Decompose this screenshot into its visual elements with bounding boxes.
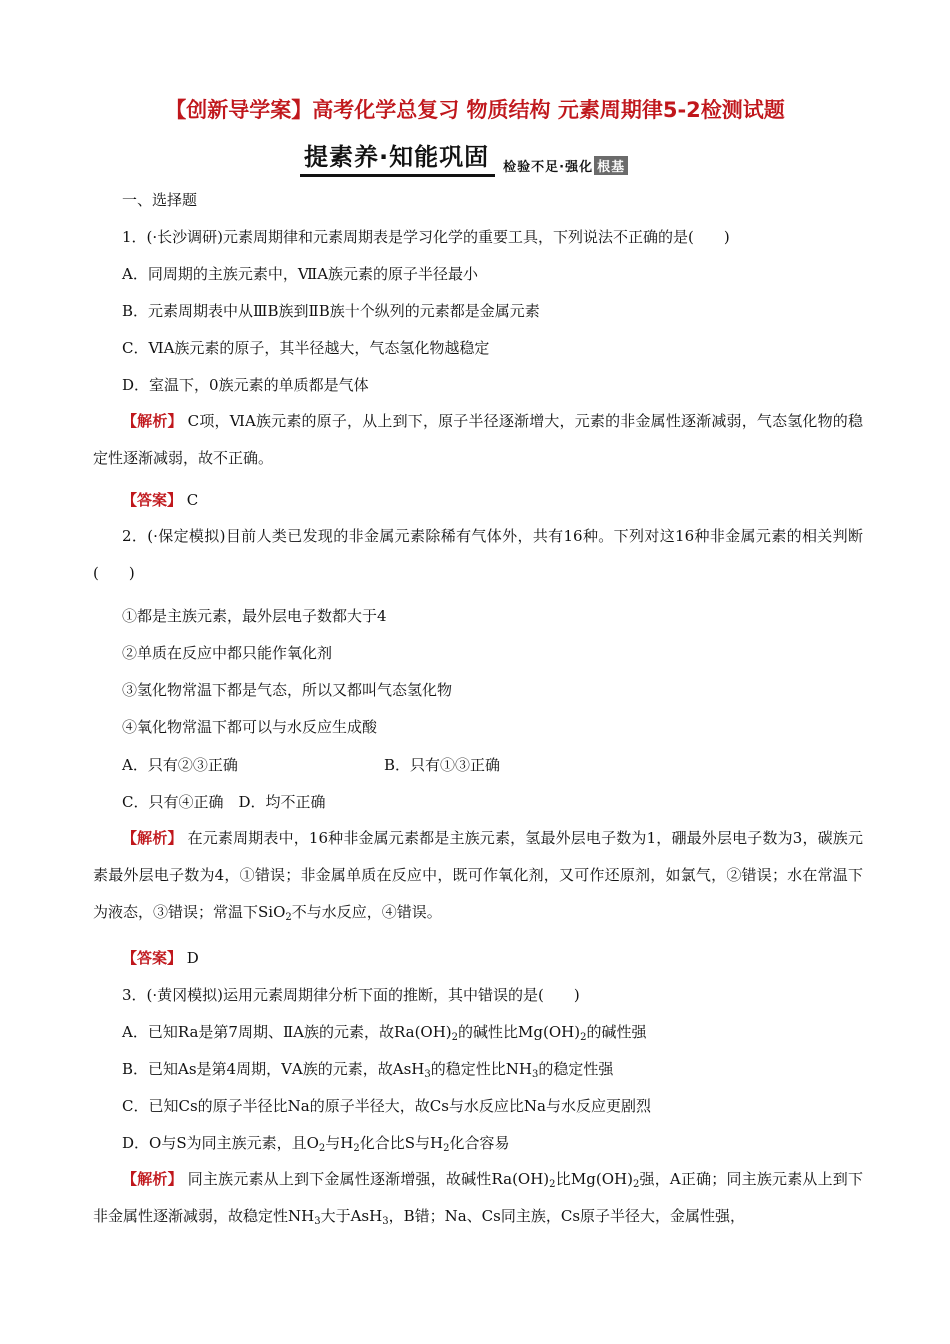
q3-analysis-sub-1: 2 [549, 1179, 556, 1190]
q2-options-ab [122, 755, 622, 775]
q3-option-a-text-2: 的碱性比Mg(OH) [458, 1023, 581, 1041]
q3-option-a [122, 1022, 646, 1042]
banner-sub-label: 检验不足·强化 [503, 160, 594, 175]
q2-stem: 2．(·保定模拟)目前人类已发现的非金属元素除稀有气体外，共有16种。下列对这16种非金属元素的相关判断( ) [93, 527, 863, 582]
q2-analysis-label: 【解析】 [122, 829, 183, 847]
q1-option-a: A．同周期的主族元素中，ⅦA族元素的原子半径最小 [122, 265, 479, 283]
q2-analysis-text-1: 在元素周期表中，16种非金属元素都是主族元素，氢最外层电子数为1，硼最外层电子数为3，碳族元素最外层电子数为4，①错误；非金属单质在反应中，既可作氧化剂，又可作还原剂，如氯气，②错误；水在常温下为液态，③错误；常温下SiO [93, 829, 863, 921]
q3-analysis-text-3: 强，A正确；同主族元素从上到下非金属性逐渐减弱，故稳定性NH [93, 1170, 863, 1225]
section-banner [300, 143, 628, 177]
q1-option-c: C．ⅥA族元素的原子，其半径越大，气态氢化物越稳定 [122, 339, 490, 357]
q2-analysis-text-2: 不与水反应，④错误。 [291, 903, 442, 921]
section-heading: 一、选择题 [122, 191, 198, 209]
q3-option-d-sub-3: 2 [443, 1143, 450, 1154]
q3-analysis [93, 1161, 863, 1235]
q1-option-b: B．元素周期表中从ⅢB族到ⅡB族十个纵列的元素都是金属元素 [122, 302, 540, 320]
q3-option-d-text-4: 化合容易 [449, 1134, 510, 1152]
banner-sub-text [503, 156, 628, 175]
q2-option-a: A．只有②③正确 [122, 756, 238, 774]
q2-statement-4: ④氧化物常温下都可以与水反应生成酸 [122, 718, 378, 736]
q3-option-c: C．已知Cs的原子半径比Na的原子半径大，故Cs与水反应比Na与水反应更剧烈 [122, 1097, 651, 1115]
q2-options-cd: C．只有④正确 D．均不正确 [122, 793, 326, 811]
q2-answer-value: D [186, 949, 199, 967]
q1-answer-label: 【答案】 [122, 491, 183, 509]
q1-option-d: D．室温下，0族元素的单质都是气体 [122, 376, 369, 394]
q3-analysis-sub-4: 3 [382, 1216, 389, 1227]
q3-option-d-sub-2: 2 [353, 1143, 360, 1154]
q3-option-b-sub-1: 3 [424, 1069, 431, 1080]
title-text: 高考化学总复习 物质结构 元素周期律5-2检测试题 [312, 98, 785, 122]
q2-answer [122, 948, 199, 968]
q3-option-a-sub-2: 2 [580, 1032, 587, 1043]
q3-analysis-sub-3: 3 [314, 1216, 321, 1227]
q3-analysis-text-2: 比Mg(OH) [555, 1170, 633, 1188]
q3-stem: 3．(·黄冈模拟)运用元素周期律分析下面的推断，其中错误的是( ) [122, 986, 580, 1004]
q3-option-a-text-1: A．已知Ra是第7周期、ⅡA族的元素，故Ra(OH) [122, 1023, 452, 1041]
q1-stem: 1．(·长沙调研)元素周期律和元素周期表是学习化学的重要工具，下列说法不正确的是( ) [122, 228, 730, 246]
q2-analysis-sub: 2 [285, 912, 292, 923]
q2-statement-2: ②单质在反应中都只能作氧化剂 [122, 644, 333, 662]
q2-analysis [93, 820, 863, 931]
q3-option-d [122, 1133, 510, 1153]
q2-answer-label: 【答案】 [122, 949, 183, 967]
q3-option-d-text-2: 与H [325, 1134, 354, 1152]
q3-option-b-text-3: 的稳定性强 [538, 1060, 614, 1078]
q3-option-b [122, 1059, 613, 1079]
banner-tag: 根基 [594, 156, 628, 175]
q1-analysis [93, 403, 863, 477]
q3-analysis-text-4: 大于AsH [320, 1207, 383, 1225]
banner-main-text: 提素养·知能巩固 [300, 142, 495, 177]
q3-analysis-label: 【解析】 [122, 1170, 183, 1188]
q3-analysis-text-5: ，B错；Na、Cs同主族，Cs原子半径大，金属性强， [388, 1207, 746, 1225]
title-bracket: 【创新导学案】 [165, 98, 313, 122]
q3-analysis-text-1: 同主族元素从上到下金属性逐渐增强，故碱性Ra(OH) [187, 1170, 550, 1188]
document-title [0, 94, 950, 124]
q3-option-a-text-3: 的碱性强 [586, 1023, 647, 1041]
q1-answer-value: C [186, 491, 199, 509]
q2-statement-1: ①都是主族元素，最外层电子数都大于4 [122, 607, 387, 625]
q3-option-d-text-3: 化合比S与H [359, 1134, 444, 1152]
q3-option-d-sub-1: 2 [318, 1143, 326, 1154]
q2-statement-3: ③氢化物常温下都是气态，所以又都叫气态氢化物 [122, 681, 453, 699]
q2-option-b: B．只有①③正确 [384, 756, 501, 774]
q1-analysis-label: 【解析】 [122, 412, 183, 430]
q3-analysis-sub-2: 2 [632, 1179, 640, 1190]
q3-option-b-text-1: B．已知As是第4周期，ⅤA族的元素，故AsH [122, 1060, 425, 1078]
q3-option-b-sub-2: 3 [531, 1069, 539, 1080]
q3-option-b-text-2: 的稳定性比NH [430, 1060, 532, 1078]
q1-analysis-text: C项，ⅥA族元素的原子，从上到下，原子半径逐渐增大，元素的非金属性逐渐减弱，气态氢化物的稳定性逐渐减弱，故不正确。 [93, 412, 863, 467]
q1-answer [122, 490, 198, 510]
q3-option-a-sub-1: 2 [451, 1032, 459, 1043]
q3-option-d-text-1: D．O与S为同主族元素，且O [122, 1134, 319, 1152]
